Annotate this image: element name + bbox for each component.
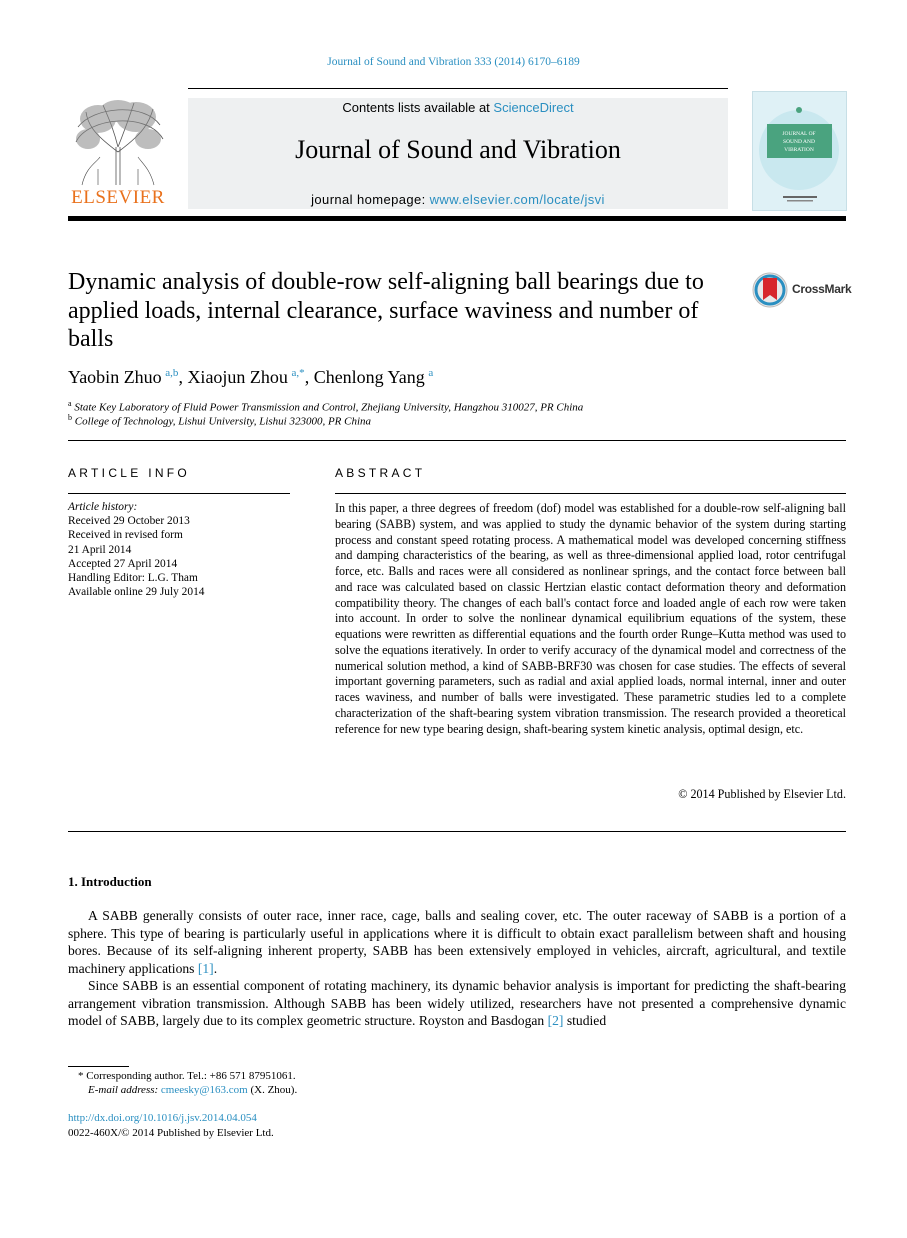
section-heading-introduction: 1. Introduction [68,874,152,889]
header-divider [188,88,728,89]
footnote-rule [68,1066,129,1067]
journal-title: Journal of Sound and Vibration [295,135,621,164]
journal-masthead [188,98,728,209]
affiliation [68,399,583,414]
history-line: Received 29 October 2013 [68,515,190,528]
history-line: Received in revised form [68,529,183,542]
crossmark-badge[interactable] [752,272,852,308]
journal-homepage-link[interactable]: www.elsevier.com/locate/jsvi [429,192,605,207]
history-label: Article history: [68,501,138,513]
history-line: Handling Editor: L.G. Tham [68,572,198,585]
journal-citation[interactable]: Journal of Sound and Vibration 333 (2014) 6170–6189 [327,56,580,68]
citation-link[interactable]: [2] [547,1013,564,1029]
history-line: Available online 29 July 2014 [68,586,205,599]
author-affiliation-ref[interactable]: a,b [165,367,179,379]
journal-cover-thumbnail[interactable] [752,91,847,211]
paragraph-text: A SABB generally consists of outer race, inner race, cage, balls and sealing cover, etc. The outer raceway of SABB is a portion of a sphere. This type of bearing is particularly useful in applications where it is difficult to obtain exact parallelism between shaft and housing bores. Because of its self-aligning inherent property, SABB has been extensively employed in vehicles, aircraft, agricultural, and textile machinery applications [68,908,846,976]
svg-text:VIBRATION: VIBRATION [784,147,814,153]
article-info-heading: ARTICLE INFO [68,466,191,480]
tree-logo-icon [68,97,168,187]
homepage-line [188,192,728,207]
abstract-copyright: © 2014 Published by Elsevier Ltd. [678,787,846,801]
paragraph-text: . [213,960,218,976]
affiliation [68,413,371,428]
contents-line [188,100,728,115]
publisher-logo-text: ELSEVIER [71,187,165,208]
sciencedirect-link[interactable]: ScienceDirect [493,100,574,115]
author-affiliation-ref[interactable]: a,* [291,367,305,379]
email-suffix: (X. Zhou). [247,1084,298,1096]
author-name[interactable]: Yaobin Zhuo [68,367,162,387]
affiliation-marker: a [68,399,72,408]
abstract-heading: ABSTRACT [335,466,426,480]
section-divider [68,831,846,832]
journal-cover-icon [753,92,846,210]
author-name[interactable]: Chenlong Yang [313,367,425,387]
article-history [68,500,290,599]
doi-link[interactable]: http://dx.doi.org/10.1016/j.jsv.2014.04.054 [68,1112,257,1124]
email-note [88,1084,297,1096]
author-name[interactable]: Xiaojun Zhou [187,367,288,387]
affiliation-text: State Key Laboratory of Fluid Power Transmission and Control, Zhejiang University, Hangzhou 310027, PR China [74,401,584,414]
crossmark-label: CrossMark [792,282,852,296]
abstract-text: In this paper, a three degrees of freedom (dof) model was established for a double-row self-aligning ball bearing (SABB) system, and was applied to study the dynamic behavior of the system during starting process and constant speed rotating process. A mathematical model was developed concerning stiffness and damping characteristics of the bearing, as well as three-dimensional applied load, rotor centrifugal force, etc. Balls and races were all considered as nonlinear springs, and the contact force between ball and race was calculated based on classic Hertzian elastic contact deformation theory and deformation compatibility theory. The changes of each ball's contact force and loaded angle of each row were taken into account. In order to solve the nonlinear dynamical equilibrium equations of the system, these equations were rewritten as differential equations and the fourth order Runge–Kutta method was used to solve the equations iteratively. In order to verify accuracy of the dynamical model and correctness of the numerical solution method, a kind of SABB-BRF30 was chosen for case studies. The effects of several important governing parameters, such as radial and axial applied loads, normal internal, inner and outer races waviness, and number of balls were investigated. These parametric studies led to a complete characterization of the shaft-bearing system vibration transmission. The research provided a theoretical reference for new type bearing design, shaft-bearing system kinetic analysis, optimal design, etc. [335,501,846,736]
article-info-rule [68,493,290,494]
section-divider [68,440,846,441]
author-list: Yaobin Zhuo $^{a,b}$, Xiaojun Zhou $^{a,*}$, Chenlong Yang $^a$ [68,367,434,387]
email-label: E-mail address: [88,1084,161,1096]
citation-link[interactable]: [1] [197,960,214,976]
email-link[interactable]: cmeesky@163.com [160,1084,248,1096]
article-title: Dynamic analysis of double-row self-aligning ball bearings due to applied loads, internal clearance, surface waviness and number of balls [68,269,704,352]
author-affiliation-ref[interactable]: a [428,367,434,379]
paragraph-text: Since SABB is an essential component of rotating machinery, its dynamic behavior analysis is important for predicting the shaft-bearing arrangement vibration transmission. Although SABB has been widely utilized, researchers have not presented a comprehensive dynamic model of SABB, largely due to its complex geometric structure. Royston and Basdogan [68,978,846,1029]
affiliation-marker: b [68,413,72,422]
history-line: Accepted 27 April 2014 [68,557,178,570]
svg-text:JOURNAL OF: JOURNAL OF [782,131,816,137]
svg-text:SOUND AND: SOUND AND [783,139,815,145]
paragraph-text: studied [563,1013,607,1029]
body-paragraph [68,977,846,1030]
elsevier-logo[interactable] [68,97,168,209]
history-line: 21 April 2014 [68,543,132,556]
crossmark-icon [752,272,788,308]
body-paragraph [68,907,846,977]
header-thick-rule [68,216,846,221]
homepage-prefix: journal homepage: [311,192,430,207]
contents-prefix: Contents lists available at [342,100,494,115]
issn-line: 0022-460X/© 2014 Published by Elsevier Ltd. [68,1127,274,1139]
abstract-rule [335,493,846,494]
affiliation-text: College of Technology, Lishui University, Lishui 323000, PR China [74,415,372,428]
corresponding-author-note: * Corresponding author. Tel.: +86 571 87951061. [78,1070,296,1082]
